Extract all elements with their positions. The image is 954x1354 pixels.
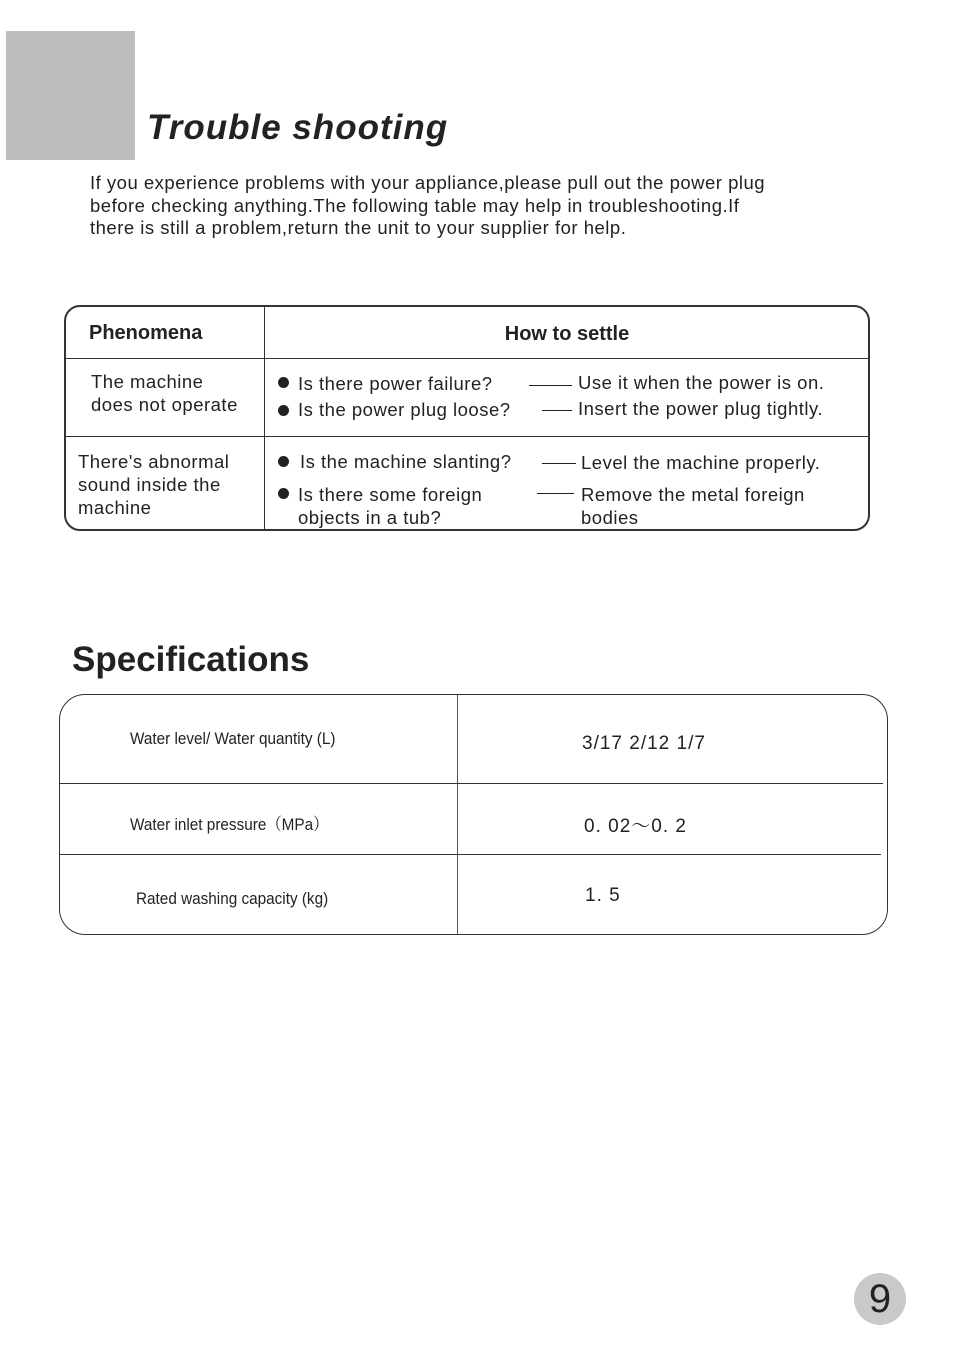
solution-text: Level the machine properly. (581, 452, 821, 473)
trouble-shooting-title: Trouble shooting (147, 108, 449, 147)
bullet-icon (278, 456, 289, 467)
specifications-title: Specifications (72, 640, 310, 679)
intro-line: If you experience problems with your appliance,please pull out the power plug (90, 172, 766, 193)
solution-line: Remove the metal foreign (581, 484, 805, 505)
phenomenon-line: does not operate (91, 394, 238, 415)
phenomenon-line: There's abnormal (78, 451, 230, 472)
spec-label: Rated washing capacity (kg) (136, 889, 329, 908)
spec-value: 0. 02～0. 2 (584, 816, 687, 837)
page-number: 9 (854, 1273, 906, 1325)
spec-value: 1. 5 (585, 885, 621, 906)
dash-connector (529, 385, 572, 386)
phenomenon-line: sound inside the (78, 474, 221, 495)
question-text: Is the power plug loose? (298, 399, 511, 420)
phenomenon-cell (78, 450, 229, 519)
row-divider (60, 783, 883, 784)
phenomenon-line: machine (78, 497, 152, 518)
bullet-icon (278, 488, 289, 499)
bullet-icon (278, 377, 289, 388)
solution-line: bodies (581, 507, 639, 528)
question-text (298, 483, 482, 529)
solution-text: Insert the power plug tightly. (578, 398, 824, 419)
intro-line: before checking anything.The following table may help in troubleshooting.If (90, 194, 740, 216)
bullet-icon (278, 405, 289, 416)
row-divider (60, 854, 881, 855)
spec-label: Water inlet pressure（MPa） (130, 815, 329, 834)
row-divider (66, 358, 868, 359)
specifications-table (59, 694, 888, 935)
header-phenomena: Phenomena (89, 322, 203, 344)
troubleshooting-table (64, 305, 870, 531)
dash-connector (542, 463, 576, 464)
section-marker-block (6, 31, 135, 160)
dash-connector (542, 410, 572, 411)
solution-text: Use it when the power is on. (578, 372, 825, 393)
question-line: objects in a tub? (298, 507, 442, 528)
header-how-to-settle: How to settle (504, 323, 630, 345)
solution-text (581, 483, 805, 529)
question-text: Is there power failure? (298, 373, 493, 394)
column-divider (264, 307, 265, 529)
intro-paragraph (90, 172, 880, 240)
phenomenon-cell (91, 370, 238, 416)
intro-line: there is still a problem,return the unit to your supplier for help. (90, 217, 627, 238)
spec-label: Water level/ Water quantity (L) (130, 729, 336, 748)
phenomenon-line: The machine (91, 371, 204, 392)
question-text: Is the machine slanting? (300, 451, 512, 472)
question-line: Is there some foreign (298, 484, 483, 505)
column-divider (457, 695, 458, 934)
row-divider (66, 436, 868, 437)
spec-value: 3/17 2/12 1/7 (582, 733, 706, 754)
dash-connector (537, 493, 574, 494)
